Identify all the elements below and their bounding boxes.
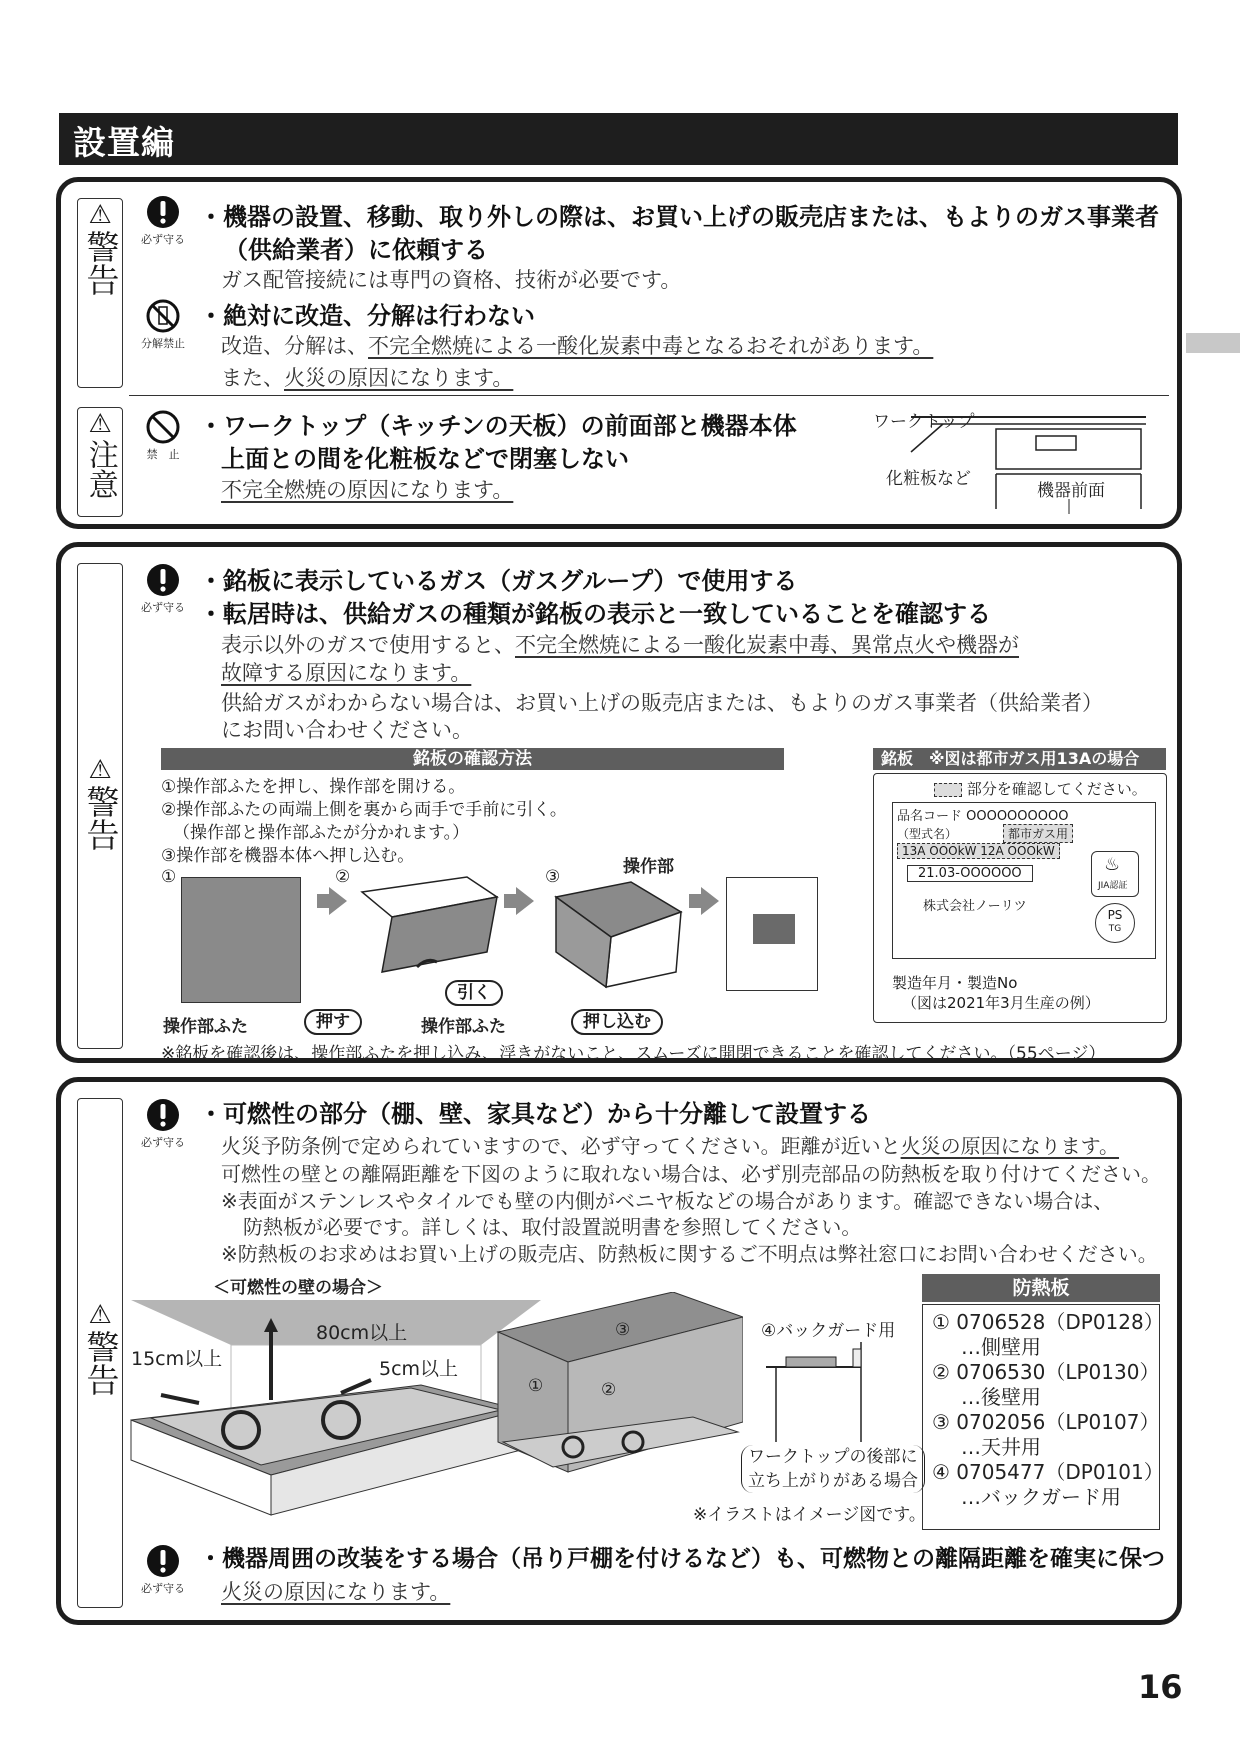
prohibited-icon <box>146 410 180 444</box>
step-1: ①操作部ふたを押し、操作部を開ける。 <box>161 777 466 797</box>
sousabu-label: 操作部 <box>623 857 674 877</box>
shield-num-1: ① <box>528 1376 544 1396</box>
plate-title: 銘板 ※図は都市ガス用13Aの場合 <box>873 748 1166 770</box>
item2-body-1: 改造、分解は、不完全燃焼による一酸化炭素中毒となるおそれがあります。 <box>221 334 934 358</box>
step-2-note: （操作部と操作部ふたが分かれます。） <box>173 823 470 843</box>
distance-body-1: 火災予防条例で定められていますので、必ず守ってください。距離が近いと火災の原因になります。 <box>221 1134 1120 1158</box>
warning-box-1 <box>56 177 1182 529</box>
rating-plate-figure <box>873 773 1167 1023</box>
warning-label: ⚠ 警告 <box>77 1098 123 1608</box>
item1-heading: ・機器の設置、移動、取り外しの際は、お買い上げの販売店または、もよりのガス事業者 <box>199 203 1159 231</box>
arrow-right-icon <box>701 887 719 915</box>
heatshield-item-use: …天井用 <box>961 1435 1041 1459</box>
distance-body-3: ※表面がステンレスやタイルでも壁の内側がベニヤ板などの場合があります。確認できない場合は、 <box>221 1189 1114 1213</box>
fig-front-label: 機器前面 <box>1037 481 1105 501</box>
no-disassemble-caption: 分解禁止 <box>141 337 185 350</box>
highlight-swatch <box>934 783 962 797</box>
prohibited-caption: 禁 止 <box>146 448 180 461</box>
item3-heading: ・ワークトップ（キッチンの天板）の前面部と機器本体 <box>199 412 797 440</box>
jia-flame-icon: JIA認証 ♨ <box>1091 851 1139 897</box>
plate-serial: 21.03-OOOOOO <box>907 865 1033 882</box>
push-label: 押す <box>304 1009 362 1035</box>
mandatory-icon <box>146 1544 180 1578</box>
caution-label: ⚠ 注意 <box>77 407 123 517</box>
gas-heading-1: ・銘板に表示しているガス（ガスグループ）で使用する <box>199 567 798 595</box>
dist-top-label: 80cm以上 <box>316 1322 408 1344</box>
heatshield-item-use: …バックガード用 <box>961 1485 1121 1509</box>
plate-body <box>892 802 1156 959</box>
illust-note: ※イラストはイメージ図です。 <box>693 1505 926 1525</box>
divider <box>129 395 1169 396</box>
push-in-label: 押し込む <box>571 1009 663 1035</box>
step3-illustration <box>551 877 691 997</box>
wall-case-title: ＜可燃性の壁の場合＞ <box>213 1278 383 1298</box>
distance-body-5: ※防熱板のお求めはお買い上げの販売店、防熱板に関するご不明点は弊社窓口にお問い合わせください。 <box>221 1242 1158 1266</box>
shield-num-2: ② <box>601 1380 617 1400</box>
gas-body-3: 供給ガスがわからない場合は、お買い上げの販売店または、もよりのガス事業者（供給業者） <box>221 691 1103 715</box>
item3-heading-cont: 上面との間を化粧板などで閉塞しない <box>221 445 629 473</box>
pull-label: 引く <box>445 980 503 1006</box>
step4-illustration <box>726 877 818 991</box>
distance-heading: ・可燃性の部分（棚、壁、家具など）から十分離して設置する <box>199 1100 871 1128</box>
heatshield-title: 防熱板 <box>922 1274 1160 1302</box>
arrow-right-icon <box>516 887 534 915</box>
warning-box-3 <box>56 1077 1182 1625</box>
gas-body-2: 故障する原因になります。 <box>221 661 472 685</box>
side-index-tab <box>1186 333 1240 353</box>
fig-panel-label: 化粧板など <box>886 469 971 489</box>
riser-note: ワークトップの後部に 立ち上がりがある場合 <box>741 1445 925 1493</box>
warning-label: ⚠ 警告 <box>77 198 123 388</box>
dist-left-label: 15cm以上 <box>131 1348 223 1370</box>
mandatory-caption: 必ず守る <box>141 601 185 614</box>
step-3: ③操作部を機器本体へ押し込む。 <box>161 846 415 866</box>
heatshield-item: ② 0706530（LP0130） <box>932 1360 1160 1384</box>
renovation-heading: ・機器周囲の改装をする場合（吊り戸棚を付けるなど）も、可燃物との離隔距離を確実に保つ <box>199 1546 1165 1572</box>
caution-triangle-icon: ⚠ <box>88 409 112 439</box>
step-num-2: ② <box>335 867 351 887</box>
section-title: 設置編 <box>73 123 175 162</box>
renovation-body: 火災の原因になります。 <box>221 1580 451 1604</box>
page-number: 16 <box>1138 1668 1183 1706</box>
arrow-right-icon <box>329 887 347 915</box>
plate-maker: 株式会社ノーリツ <box>923 899 1027 914</box>
distance-body-2: 可燃性の壁との離隔距離を下図のように取れない場合は、必ず別売部品の防熱板を取り付けてください。 <box>221 1162 1161 1186</box>
item2-heading: ・絶対に改造、分解は行わない <box>199 302 535 330</box>
mandatory-icon <box>146 195 180 229</box>
mandatory-caption: 必ず守る <box>141 1136 185 1149</box>
section-header <box>59 113 1178 165</box>
item1-heading-cont: （供給業者）に依頼する <box>224 236 488 264</box>
ps-tg-mark-icon: PS TG <box>1095 903 1135 943</box>
mandatory-icon <box>146 1098 180 1132</box>
warning-triangle-icon: ⚠ <box>88 1300 112 1330</box>
step2-illustration <box>357 872 507 992</box>
heatshield-item-use: …後壁用 <box>961 1385 1041 1409</box>
warning-label: ⚠ 警告 <box>77 563 123 1049</box>
plate-code: 品名コード OOOOOOOOOO <box>897 809 1069 824</box>
step-num-1: ① <box>161 867 177 887</box>
mandatory-caption: 必ず守る <box>141 1582 185 1595</box>
dist-right-label: 5cm以上 <box>379 1358 459 1380</box>
plate-model: （型式名） <box>897 827 958 841</box>
plate-footnote: ※銘板を確認後は、操作部ふたを押し込み、浮きがないこと、スムーズに開閉できることを確認してください。（55ページ） <box>161 1044 1106 1064</box>
heatshield-item-use: …側壁用 <box>961 1335 1041 1359</box>
heatshield-item: ③ 0702056（LP0107） <box>932 1410 1160 1434</box>
plate-check-note: 部分を確認してください。 <box>966 780 1147 798</box>
mandatory-caption: 必ず守る <box>141 233 185 246</box>
mandatory-icon <box>146 563 180 597</box>
heatshield-item: ④ 0705477（DP0101） <box>932 1460 1164 1484</box>
gas-body-4: にお問い合わせください。 <box>221 718 473 742</box>
step1-illustration <box>181 877 301 1003</box>
shield-num-3: ③ <box>615 1320 631 1340</box>
item3-body: 不完全燃焼の原因になります。 <box>221 478 514 502</box>
method-title: 銘板の確認方法 <box>161 748 784 770</box>
step-2: ②操作部ふたの両端上側を裏から両手で手前に引く。 <box>161 800 567 820</box>
no-disassemble-icon <box>146 299 180 333</box>
step-num-3: ③ <box>545 867 561 887</box>
plate-citygas: 都市ガス用 <box>1003 824 1073 843</box>
plate-date-label: 製造年月・製造No <box>892 974 1018 992</box>
futa-label-2: 操作部ふた <box>421 1017 506 1037</box>
plate-date-note: （図は2021年3月生産の例） <box>902 994 1100 1012</box>
warning-triangle-icon: ⚠ <box>88 200 112 230</box>
futa-label-1: 操作部ふた <box>163 1017 248 1037</box>
backguard-illustration <box>761 1337 871 1442</box>
gas-heading-2: ・転居時は、供給ガスの種類が銘板の表示と一致していることを確認する <box>199 600 991 628</box>
plate-kw: 13A OOOkW 12A OOOkW <box>897 843 1060 859</box>
gas-body-1: 表示以外のガスで使用すると、不完全燃焼による一酸化炭素中毒、異常点火や機器が <box>221 633 1019 657</box>
warning-triangle-icon: ⚠ <box>88 755 112 785</box>
heatshield-item: ① 0706528（DP0128） <box>932 1310 1164 1334</box>
backguard-label: ④バックガード用 <box>761 1321 896 1341</box>
warning-box-2 <box>56 542 1182 1063</box>
item2-body-2: また、火災の原因になります。 <box>221 366 514 390</box>
distance-body-4: 防熱板が必要です。詳しくは、取付設置説明書を参照してください。 <box>243 1215 862 1239</box>
item1-body: ガス配管接続には専門の資格、技術が必要です。 <box>221 268 682 292</box>
fig-worktop-label: ワークトップ <box>873 412 975 432</box>
